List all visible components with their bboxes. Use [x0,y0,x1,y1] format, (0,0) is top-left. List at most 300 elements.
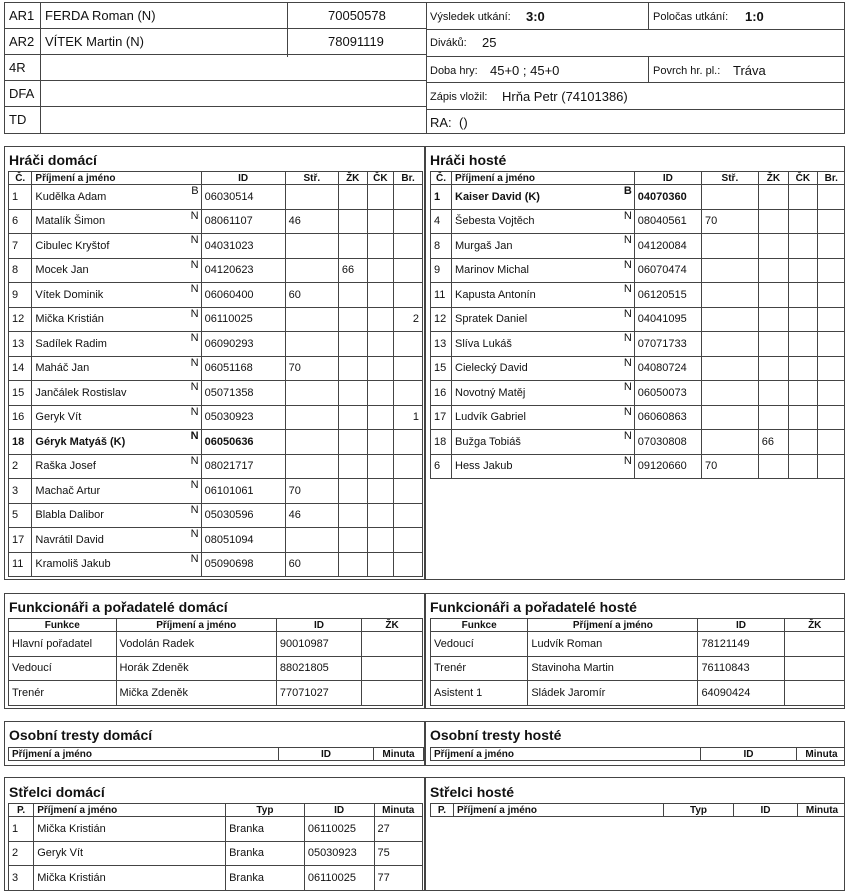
player-substitution [702,332,759,357]
player-flag: N [623,283,632,295]
player-flag: N [623,234,632,246]
col-header: Minuta [374,748,424,761]
player-name: Kaiser David (K) [455,190,540,203]
ra-label: RA: [430,115,452,130]
player-name-cell [452,405,635,430]
home-players-section [4,146,425,580]
player-flag: N [623,332,632,344]
halftime-label: Poločas utkání: [653,11,729,23]
col-header: ID [698,619,784,632]
player-substitution: 60 [285,552,338,577]
player-row [9,209,423,234]
player-name-cell [452,454,635,479]
home-officials-title: Funkcionáři a pořadatelé domácí [9,599,228,615]
player-flag: B [623,185,632,197]
player-substitution: 60 [285,283,338,308]
officials-block [5,3,426,133]
col-header: ID [276,619,361,632]
surface-value: Tráva [733,63,766,78]
col-header: Příjmení a jméno [452,172,635,185]
player-red-card [367,185,394,210]
official-id: 77071027 [276,681,361,706]
player-substitution [285,234,338,259]
player-name: Maháč Jan [35,362,90,375]
player-goals: 1 [394,405,423,430]
col-header: Minuta [797,748,845,761]
official-row [431,681,845,706]
player-flag: N [623,381,632,393]
player-name: Mička Kristián [35,313,104,326]
spectators-label: Diváků: [430,37,467,49]
match-header [4,2,845,134]
player-number: 6 [9,209,32,234]
player-name-cell [452,234,635,259]
player-substitution [285,332,338,357]
official-row [9,656,423,681]
col-header: Minuta [374,804,423,817]
player-red-card [789,234,817,259]
player-yellow-card [758,307,788,332]
player-id: 05030923 [201,405,285,430]
entered-label: Zápis vložil: [430,91,488,103]
player-row [9,405,423,430]
player-goals [394,356,423,381]
player-id: 07071733 [634,332,701,357]
player-red-card [789,405,817,430]
player-number: 12 [9,307,32,332]
player-name-cell [32,503,201,528]
player-yellow-card [338,405,367,430]
player-goals [394,454,423,479]
player-id: 06090293 [201,332,285,357]
official-id: 78121149 [698,632,784,657]
col-header: Č. [431,172,452,185]
ra-value: () [459,115,468,130]
player-id: 08051094 [201,528,285,553]
player-yellow-card: 66 [758,430,788,455]
player-red-card [789,454,817,479]
player-flag: N [190,258,199,271]
player-number: 13 [431,332,452,357]
official-row [9,632,423,657]
official-role: Vedoucí [9,656,117,681]
col-header: ČK [367,172,394,185]
player-flag: N [190,381,199,393]
player-goals: 2 [394,307,423,332]
player-red-card [367,332,394,357]
home-penalties-table [8,747,423,761]
player-name-cell [452,430,635,455]
official-row [5,3,426,29]
player-red-card [367,454,394,479]
player-row [431,381,845,406]
col-header: ŽK [362,619,423,632]
player-number: 11 [9,552,32,577]
player-flag: N [190,283,199,295]
official-id: 90010987 [276,632,361,657]
player-substitution [702,258,759,283]
player-goals [394,185,423,210]
player-name: Navrátil David [35,533,104,546]
home-scorers-title: Střelci domácí [9,784,105,800]
official-id: 78091119 [328,34,384,49]
player-red-card [367,258,394,283]
col-header: Příjmení a jméno [528,619,698,632]
spectators-value: 25 [482,35,497,50]
col-header: ID [201,172,285,185]
col-header: Č. [9,172,32,185]
official-role: Asistent 1 [431,681,528,706]
player-name: Vítek Dominik [35,288,104,301]
player-number: 16 [9,405,32,430]
player-id: 04041095 [634,307,701,332]
player-goals [817,381,845,406]
official-row [431,632,845,657]
official-yellow-card [362,632,423,657]
official-id: 70050578 [328,8,386,23]
player-substitution [285,454,338,479]
player-substitution [702,234,759,259]
player-goals [817,258,845,283]
player-yellow-card [758,454,788,479]
player-name: Spratek Daniel [455,313,528,326]
official-yellow-card [362,656,423,681]
scorer-name: Mička Kristián [34,817,226,842]
official-row [5,55,426,81]
player-id: 05030596 [201,503,285,528]
player-name-cell [32,332,201,357]
scorer-id: 05030923 [304,841,374,866]
player-name-cell [32,307,201,332]
player-yellow-card [338,307,367,332]
player-name-cell [32,552,201,577]
player-red-card [367,209,394,234]
player-name: Cielecký David [455,362,528,375]
official-name: Sládek Jaromír [528,681,698,706]
player-id: 06060863 [634,405,701,430]
player-red-card [789,307,817,332]
player-id: 06050073 [634,381,701,406]
player-flag: N [190,430,199,442]
col-header: P. [431,804,454,817]
player-flag: N [623,307,632,320]
player-flag: N [190,503,199,516]
col-header: Příjmení a jméno [116,619,276,632]
home-scorers-table [8,803,423,891]
player-name: Hess Jakub [455,460,513,473]
player-name: Jančálek Rostislav [35,386,127,399]
player-red-card [367,356,394,381]
player-substitution [285,430,338,455]
player-id: 06030514 [201,185,285,210]
player-red-card [367,234,394,259]
away-players-title: Hráči hosté [430,152,507,168]
player-goals [817,430,845,455]
away-scorers-title: Střelci hosté [430,784,515,800]
player-substitution [702,307,759,332]
scorer-row [9,841,423,866]
player-flag: N [190,528,199,540]
player-red-card [367,307,394,332]
col-header: ČK [789,172,817,185]
official-name: Ludvík Roman [528,632,698,657]
col-header: Funkce [9,619,117,632]
player-number: 12 [431,307,452,332]
player-yellow-card [338,479,367,504]
player-red-card [789,430,817,455]
col-header: ŽK [338,172,367,185]
official-row [5,107,426,133]
player-row [9,503,423,528]
player-flag: N [190,479,199,491]
player-goals [394,430,423,455]
result-row [427,3,845,30]
player-number: 7 [9,234,32,259]
official-id: 76110843 [698,656,784,681]
player-row [9,307,423,332]
player-goals [394,209,423,234]
player-row [431,307,845,332]
player-name-cell [452,209,635,234]
player-yellow-card [338,454,367,479]
col-header: ŽK [758,172,788,185]
spectators-row [427,30,845,57]
scorer-row [9,817,423,842]
player-name: Kramoliš Jakub [35,558,111,571]
player-row [431,283,845,308]
player-name-cell [452,332,635,357]
player-yellow-card [758,283,788,308]
official-yellow-card [362,681,423,706]
player-number: 1 [431,185,452,210]
col-header: Br. [817,172,845,185]
player-name-cell [32,185,201,210]
player-goals [394,552,423,577]
player-goals [817,405,845,430]
player-red-card [789,185,817,210]
player-id: 06120515 [634,283,701,308]
player-substitution [702,381,759,406]
player-yellow-card [338,209,367,234]
player-yellow-card [758,258,788,283]
col-header: Stř. [702,172,759,185]
player-name: Šebesta Vojtěch [455,215,535,228]
player-number: 6 [431,454,452,479]
away-officials-title: Funkcionáři a pořadatelé hosté [430,599,637,615]
player-number: 18 [431,430,452,455]
player-flag: N [190,454,199,467]
player-id: 06051168 [201,356,285,381]
player-substitution: 70 [702,209,759,234]
scorer-row [9,866,423,891]
player-red-card [367,528,394,553]
player-name-cell [452,258,635,283]
col-header: ID [304,804,374,817]
official-role: Vedoucí [431,632,528,657]
official-code: TD [9,112,27,127]
col-header: Příjmení a jméno [34,804,226,817]
player-goals [817,332,845,357]
player-number: 8 [431,234,452,259]
player-row [431,430,845,455]
player-id: 07030808 [634,430,701,455]
player-name-cell [32,209,201,234]
player-flag: N [190,332,199,344]
official-row [9,681,423,706]
player-name: Bužga Tobiáš [455,435,521,448]
official-yellow-card [784,681,845,706]
col-header: Příjmení a jméno [454,804,664,817]
player-yellow-card: 66 [338,258,367,283]
player-substitution [285,528,338,553]
official-code: DFA [9,86,35,101]
player-flag: N [190,552,199,565]
player-number: 14 [9,356,32,381]
player-flag: N [190,234,199,246]
player-goals [817,454,845,479]
official-name: Horák Zdeněk [116,656,276,681]
player-flag: N [623,356,632,369]
player-name: Cibulec Kryštof [35,239,110,252]
player-name-cell [32,381,201,406]
home-players-title: Hráči domácí [9,152,97,168]
player-name: Murgaš Jan [455,239,513,252]
player-yellow-card [758,332,788,357]
player-red-card [367,283,394,308]
player-name-cell [32,528,201,553]
player-id: 04080724 [634,356,701,381]
col-header: Příjmení a jméno [32,172,201,185]
player-red-card [367,430,394,455]
player-goals [817,185,845,210]
player-yellow-card [338,332,367,357]
player-name: Raška Josef [35,460,96,473]
col-header: P. [9,804,34,817]
player-id: 06101061 [201,479,285,504]
col-header: ŽK [784,619,845,632]
col-header: ID [279,748,374,761]
player-flag: N [623,454,632,467]
official-role: Trenér [431,656,528,681]
player-name: Kudělka Adam [35,190,107,203]
player-number: 13 [9,332,32,357]
official-name: FERDA Roman (N) [45,8,156,23]
official-name: Stavinoha Martin [528,656,698,681]
player-goals [394,381,423,406]
player-name: Sadílek Radim [35,337,107,350]
player-goals [817,209,845,234]
player-row [9,454,423,479]
player-id: 04031023 [201,234,285,259]
player-substitution: 70 [285,356,338,381]
official-name: VÍTEK Martin (N) [45,34,144,49]
player-yellow-card [338,430,367,455]
player-name: Géryk Matyáš (K) [35,435,126,448]
player-red-card [367,479,394,504]
scorer-order: 3 [9,866,34,891]
player-yellow-card [338,283,367,308]
player-row [431,454,845,479]
official-yellow-card [784,656,845,681]
player-name-cell [32,405,201,430]
player-row [9,283,423,308]
player-id: 08040561 [634,209,701,234]
player-row [431,258,845,283]
col-header: Typ [664,804,734,817]
col-header: ID [701,748,797,761]
player-row [431,209,845,234]
player-id: 06050636 [201,430,285,455]
official-row [431,656,845,681]
player-row [9,332,423,357]
player-number: 15 [431,356,452,381]
player-name-cell [452,307,635,332]
player-number: 11 [431,283,452,308]
scorer-type: Branka [226,841,305,866]
player-goals [817,356,845,381]
player-name-cell [452,356,635,381]
player-name-cell [32,430,201,455]
player-red-card [367,405,394,430]
player-name-cell [32,454,201,479]
away-players-table [430,171,845,479]
home-players-table [8,171,423,577]
player-number: 15 [9,381,32,406]
player-flag: N [190,356,199,369]
col-header: Příjmení a jméno [431,748,701,761]
player-substitution [702,356,759,381]
player-number: 5 [9,503,32,528]
col-header: Příjmení a jméno [9,748,279,761]
official-role: Hlavní pořadatel [9,632,117,657]
away-penalties-section [425,721,845,766]
official-name: Vodolán Radek [116,632,276,657]
player-goals [394,258,423,283]
player-yellow-card [338,381,367,406]
player-name: Novotný Matěj [455,386,526,399]
scorer-minute: 77 [374,866,423,891]
player-substitution [702,430,759,455]
away-officials-section [425,593,845,709]
match-info-block [426,3,845,133]
player-substitution [285,381,338,406]
player-number: 9 [9,283,32,308]
result-label: Výsledek utkání: [430,11,511,23]
duration-label: Doba hry: [430,65,478,77]
official-name: Mička Zdeněk [116,681,276,706]
player-name: Machač Artur [35,484,101,497]
player-goals [394,479,423,504]
player-red-card [789,332,817,357]
player-red-card [789,258,817,283]
player-goals [394,503,423,528]
player-name: Mocek Jan [35,264,89,277]
player-substitution: 46 [285,209,338,234]
player-red-card [367,503,394,528]
player-substitution [702,283,759,308]
player-row [9,234,423,259]
player-name: Slíva Lukáš [455,337,512,350]
official-row [5,29,426,55]
col-header: ID [634,172,701,185]
player-name-cell [452,185,635,210]
player-yellow-card [758,381,788,406]
official-code: AR2 [9,34,35,49]
player-number: 3 [9,479,32,504]
player-number: 17 [431,405,452,430]
player-name: Ludvík Gabriel [455,411,526,424]
player-number: 16 [431,381,452,406]
